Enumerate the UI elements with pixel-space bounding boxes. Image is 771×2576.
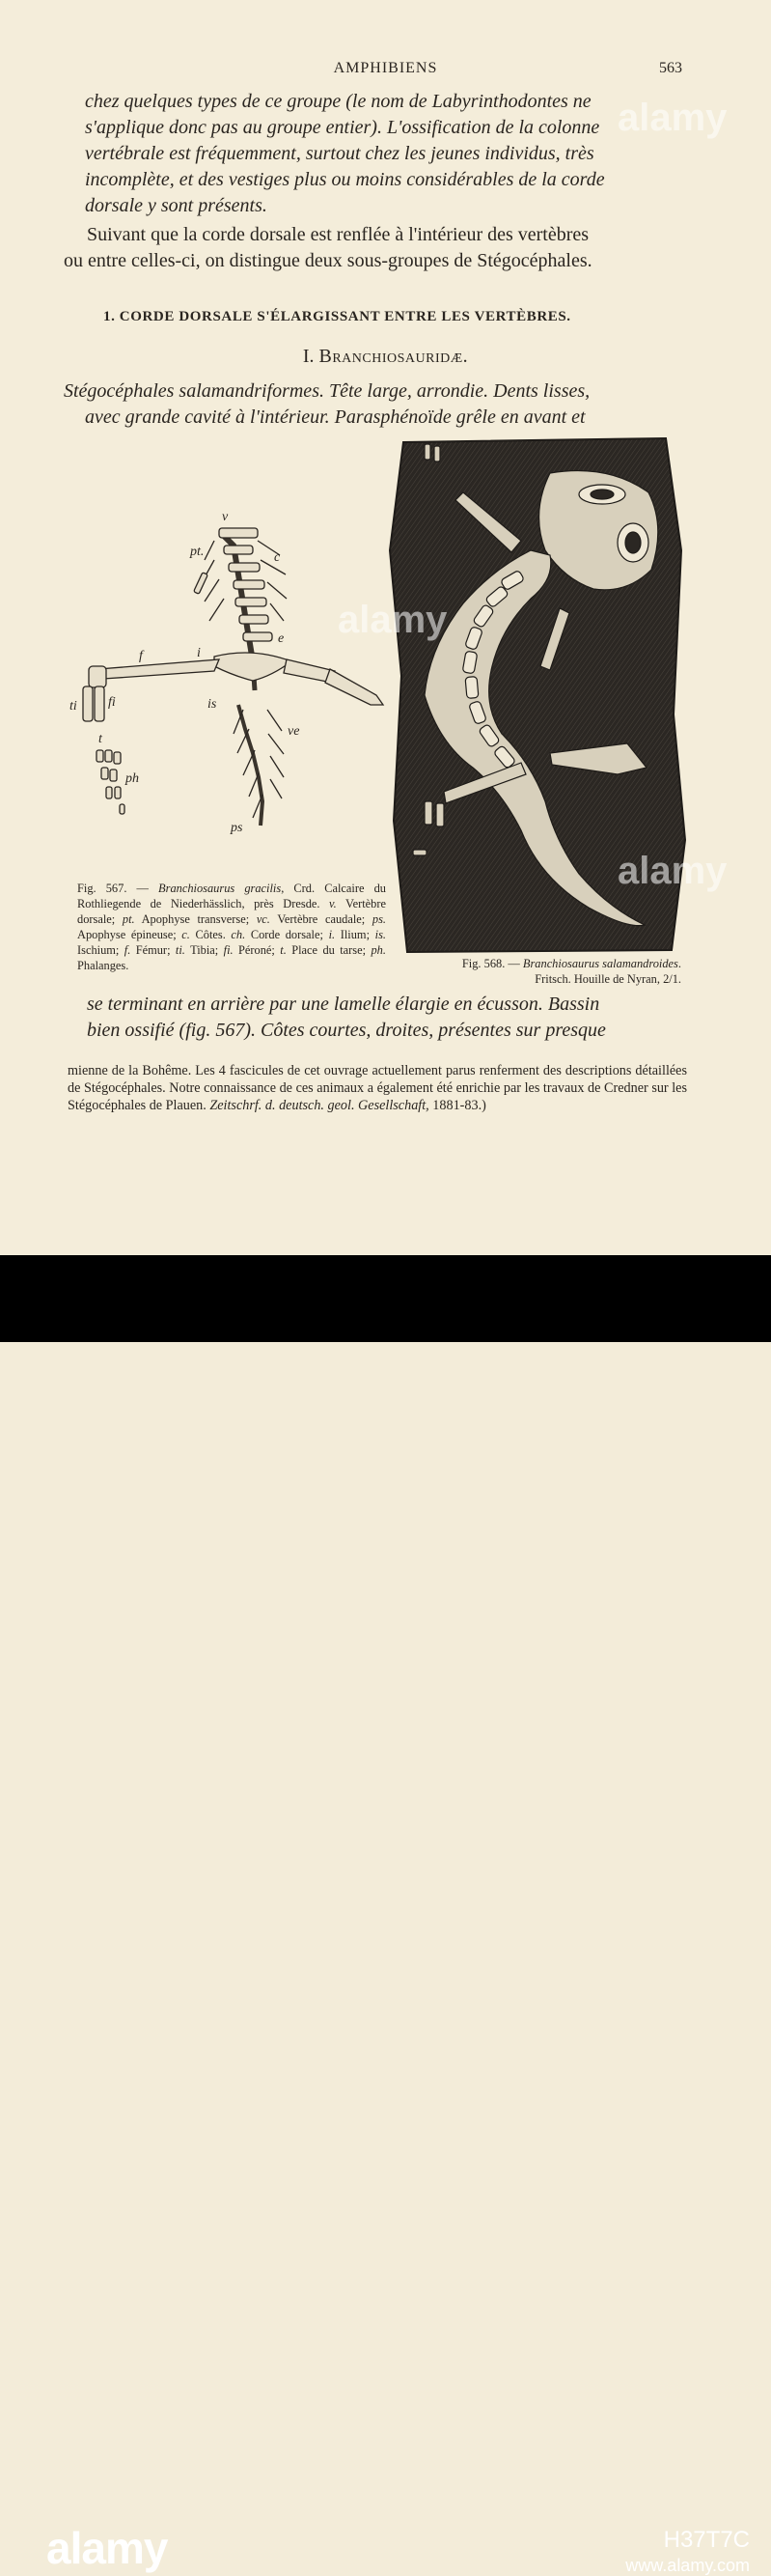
footnote-citation-tail: 1881-83.) xyxy=(428,1098,486,1113)
label-is: is xyxy=(207,697,217,712)
page-header xyxy=(0,60,771,83)
section-heading: 1. CORDE DORSALE S'ÉLARGISSANT ENTRE LES VERTÈBRES. xyxy=(103,309,571,324)
caption-text: Tibia; xyxy=(184,943,224,957)
caption-text: Vertèbre dorsale; xyxy=(77,897,386,926)
paragraph-1 xyxy=(85,89,685,219)
text-line: vertébrale est fréquemment, surtout chez les jeunes individus, très xyxy=(85,143,594,164)
label-v: v xyxy=(222,510,229,524)
caption-text: Place du tarse; xyxy=(286,943,372,957)
caption-key: ti. xyxy=(175,943,185,957)
caption-line: Fritsch. Houille de Nyran, 2/1. xyxy=(535,972,681,986)
caption-text: Péroné; xyxy=(233,943,281,957)
caption-species: Branchiosaurus gracilis xyxy=(158,882,282,895)
figure-567-caption xyxy=(77,881,386,973)
caption-key: pt. xyxy=(122,912,135,926)
label-f: f xyxy=(139,649,143,663)
label-t: t xyxy=(98,732,102,746)
caption-text: Corde dorsale; xyxy=(245,928,329,941)
caption-text: , Crd. Calcaire du Rothliegende de Niederhässlich, près Dresde. xyxy=(77,882,386,910)
text-line: bien ossifié (fig. 567). Côtes courtes, droites, présentes sur presque xyxy=(87,1020,606,1041)
family-numeral: I. xyxy=(302,346,319,367)
text-line: Suivant que la corde dorsale est renflée à l'intérieur des vertèbres xyxy=(87,224,590,245)
figure-568-caption xyxy=(401,956,681,987)
label-ps: ps xyxy=(231,821,243,835)
caption-text: Vertèbre caudale; xyxy=(269,912,372,926)
watermark-overlay: alamy xyxy=(618,850,728,892)
label-ve: ve xyxy=(288,724,300,739)
text-line: chez quelques types de ce groupe (le nom de Labyrinthodontes ne xyxy=(85,91,592,112)
caption-fig-number: Fig. 568. — xyxy=(461,957,523,970)
caption-key: v. xyxy=(329,897,337,910)
footnote-text: mienne de la Bohême. Les 4 fascicules de cet ouvrage actuellement parus renferment des descriptions détaillées de Stégocéphales. Notre connaissance de ces animaux a également été enrichie par les travaux de Credner sur les Stégocéphales de Plauen. xyxy=(68,1063,687,1113)
label-ph: ph xyxy=(125,771,139,786)
caption-key: ch. xyxy=(231,928,246,941)
caption-fig-number: Fig. 567. — xyxy=(77,882,159,895)
running-head: AMPHIBIENS xyxy=(333,60,438,76)
caption-text: Ilium; xyxy=(335,928,375,941)
caption-text: Apophyse épineuse; xyxy=(77,928,182,941)
figure-567-skeleton xyxy=(69,507,388,854)
caption-key: t. xyxy=(280,943,287,957)
text-line: s'applique donc pas au groupe entier). L'ossification de la colonne xyxy=(85,117,600,138)
caption-species: Branchiosaurus salamandroides xyxy=(522,957,678,970)
footnote-citation: Zeitschrf. d. deutsch. geol. Gesellschaft, xyxy=(209,1098,429,1113)
page-number: 563 xyxy=(659,60,682,76)
caption-key: fi. xyxy=(223,943,234,957)
caption-key: c. xyxy=(181,928,190,941)
text-line: se terminant en arrière par une lamelle élargie en écusson. Bassin xyxy=(87,994,600,1015)
text-line: incomplète, et des vestiges plus ou moins considérables de la corde xyxy=(85,169,605,190)
watermark-overlay: alamy xyxy=(338,599,448,641)
text-line: ou entre celles-ci, on distingue deux sous-groupes de Stégocéphales. xyxy=(64,250,592,271)
image-id: H37T7C xyxy=(663,2527,750,2553)
label-c: c xyxy=(274,550,281,565)
paragraph-3 xyxy=(64,378,687,431)
paragraph-4 xyxy=(87,992,687,1044)
footnote xyxy=(68,1062,687,1114)
caption-key: i. xyxy=(328,928,336,941)
caption-text: Ischium; xyxy=(77,943,124,957)
text-line: dorsale y sont présents. xyxy=(85,195,267,216)
book-page xyxy=(0,0,771,1255)
label-e: e xyxy=(278,631,285,646)
label-pt: pt. xyxy=(190,545,205,559)
label-ti: ti xyxy=(69,699,77,714)
text-line: avec grande cavité à l'intérieur. Parasphénoïde grêle en avant et xyxy=(85,406,586,428)
caption-line xyxy=(401,956,681,971)
caption-text: Fémur; xyxy=(130,943,176,957)
caption-text: Côtes. xyxy=(189,928,232,941)
caption-key: f. xyxy=(124,943,131,957)
label-fi: fi xyxy=(108,695,116,710)
caption-key: is. xyxy=(374,928,386,941)
caption-key: ph. xyxy=(371,943,386,957)
caption-key: vc. xyxy=(256,912,270,926)
watermark-bar xyxy=(0,1255,771,2575)
label-i: i xyxy=(197,646,201,660)
family-name: Branchiosauridæ. xyxy=(318,346,469,367)
caption-text: Phalanges. xyxy=(77,959,129,972)
caption-key: ps. xyxy=(372,912,386,926)
caption-text: Apophyse transverse; xyxy=(134,912,257,926)
site-url: www.alamy.com xyxy=(625,2556,750,2575)
watermark-overlay: alamy xyxy=(618,97,728,139)
family-heading xyxy=(0,346,771,368)
paragraph-2 xyxy=(64,222,687,274)
text-line: Stégocéphales salamandriformes. Tête large, arrondie. Dents lisses, xyxy=(64,380,591,402)
caption-text: . xyxy=(677,957,681,970)
alamy-logo: alamy xyxy=(46,2523,168,2573)
